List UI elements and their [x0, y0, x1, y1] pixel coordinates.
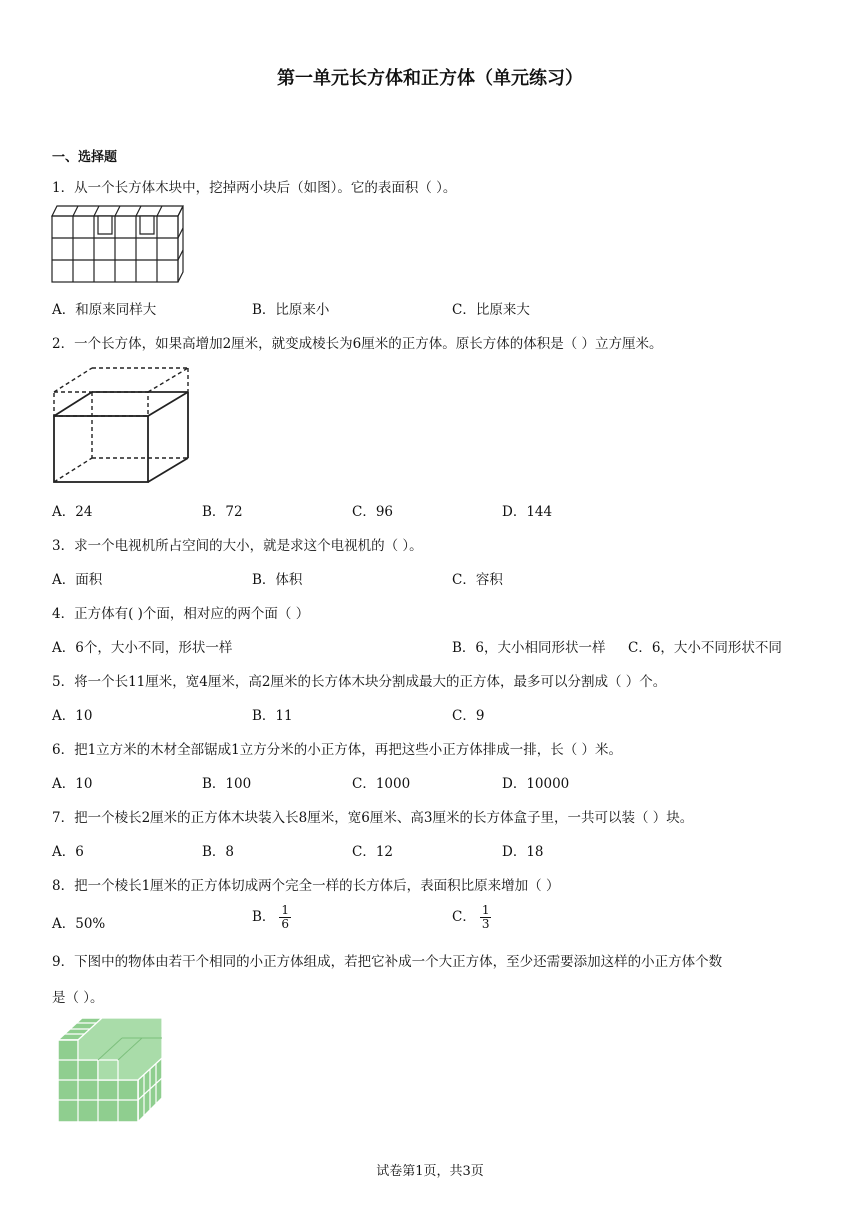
- page-footer: 试卷第1页，共3页: [376, 1164, 484, 1179]
- q2-option-d: D．144: [502, 504, 553, 520]
- figure-block-with-notches: [50, 198, 185, 286]
- q7-option-d: D．18: [502, 844, 544, 860]
- q7-option-a: A．6: [52, 844, 84, 860]
- q2-option-c: C．96: [352, 504, 394, 520]
- q4-option-c: C．6，大小不同形状不同: [628, 640, 782, 656]
- q5-option-b: B．11: [252, 708, 293, 724]
- q2-option-b: B．72: [202, 504, 243, 520]
- q4-option-a: A．6个，大小不同，形状一样: [52, 640, 233, 656]
- q8-option-b: [252, 904, 291, 931]
- figure-cuboid-dashed-cube: [50, 362, 195, 486]
- q1-option-c: C．比原来大: [452, 302, 530, 318]
- q1-option-a: A．和原来同样大: [52, 302, 157, 318]
- section-heading: 一、选择题: [52, 150, 118, 165]
- q5-option-c: C．9: [452, 708, 485, 724]
- question-4: 4．正方体有( )个面，相对应的两个面（ ）: [52, 606, 310, 622]
- q5-option-a: A．10: [52, 708, 93, 724]
- q1-option-b: B．比原来小: [252, 302, 330, 318]
- question-8: 8．把一个棱长1厘米的正方体切成两个完全一样的长方体后，表面积比原来增加（ ）: [52, 878, 560, 894]
- q4-option-b: B．6，大小相同形状一样: [452, 640, 606, 656]
- question-3: 3．求一个电视机所占空间的大小，就是求这个电视机的（ ）。: [52, 538, 423, 554]
- q3-option-b: B．体积: [252, 572, 303, 588]
- question-7: 7．把一个棱长2厘米的正方体木块装入长8厘米，宽6厘米、高3厘米的长方体盒子里，一共可以装（ ）块。: [52, 810, 694, 826]
- q2-option-a: A．24: [52, 504, 93, 520]
- q8-option-c-label: C．: [452, 909, 476, 925]
- q3-option-c: C．容积: [452, 572, 503, 588]
- q6-option-b: B．100: [202, 776, 252, 792]
- figure-green-cube-stack: [56, 1016, 166, 1126]
- q7-option-c: C．12: [352, 844, 394, 860]
- question-5: 5．将一个长11厘米，宽4厘米，高2厘米的长方体木块分割成最大的正方体，最多可以分割成（ ）个。: [52, 674, 667, 690]
- question-1: 1．从一个长方体木块中，挖掉两小块后（如图）。它的表面积（ ）。: [52, 180, 457, 196]
- q8-option-c: [452, 904, 491, 931]
- q6-option-d: D．10000: [502, 776, 570, 792]
- q6-option-c: C．1000: [352, 776, 411, 792]
- question-9-line-2: 是（ ）。: [52, 990, 104, 1006]
- q6-option-a: A．10: [52, 776, 93, 792]
- q8-option-b-label: B．: [252, 909, 276, 925]
- question-9-line-1: 9．下图中的物体由若干个相同的小正方体组成，若把它补成一个大正方体，至少还需要添加这样的小正方体个数: [52, 954, 723, 970]
- q3-option-a: A．面积: [52, 572, 103, 588]
- q7-option-b: B．8: [202, 844, 235, 860]
- page-title: 第一单元长方体和正方体（单元练习）: [277, 68, 583, 89]
- question-6: 6．把1立方米的木材全部锯成1立方分米的小正方体，再把这些小正方体排成一排，长（ ）米。: [52, 742, 623, 758]
- fraction-one-third: $\frac{1}{3}$: [481, 903, 490, 931]
- question-2: 2．一个长方体，如果高增加2厘米，就变成棱长为6厘米的正方体。原长方体的体积是（ ）立方厘米。: [52, 336, 663, 352]
- q8-option-a: A．50%: [52, 916, 106, 932]
- fraction-one-sixth: $\frac{1}{6}$: [281, 903, 290, 931]
